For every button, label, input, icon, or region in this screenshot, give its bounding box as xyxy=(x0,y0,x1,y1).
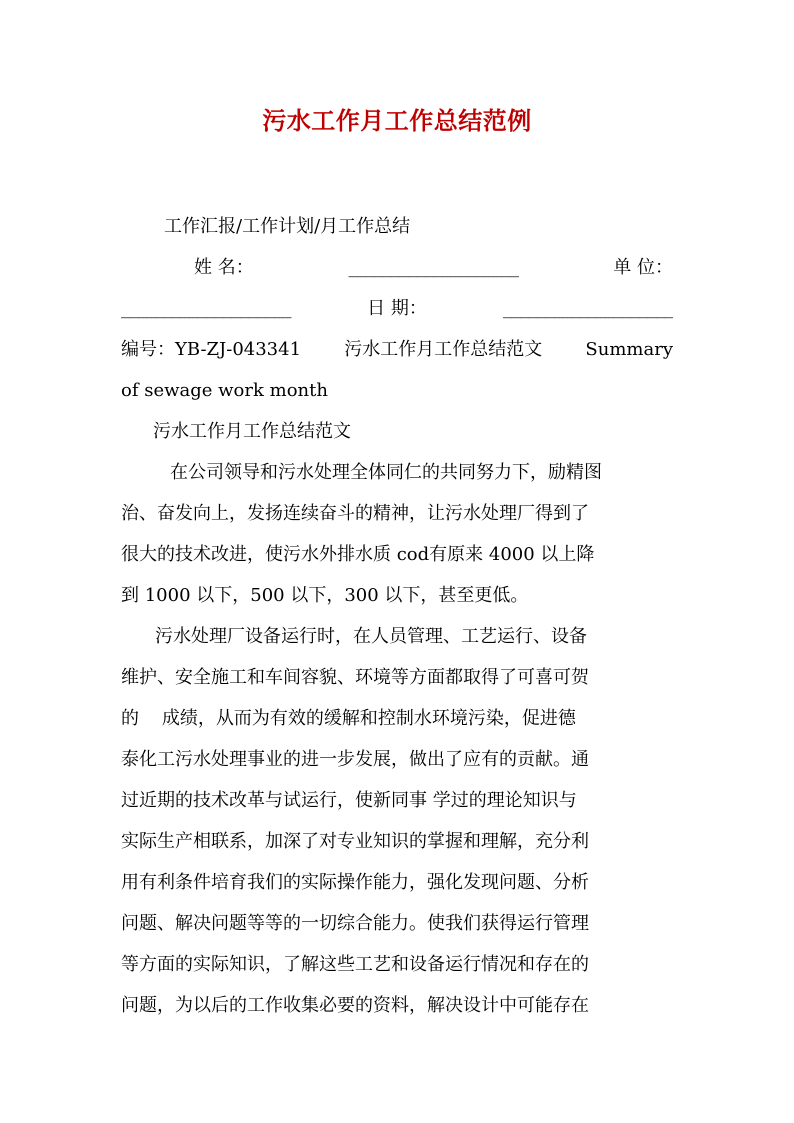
paragraph1-line: 很大的技术改进，使污水外排水质 cod有原来 4000 以上降 xyxy=(121,544,595,565)
paragraph2-line: 维护、安全施工和车间容貌、环境等方面都取得了可喜可贺 xyxy=(121,667,589,688)
unit-label: 单 位： xyxy=(613,257,673,278)
serial-doc-name: 污水工作月工作总结范文 xyxy=(344,339,543,360)
name-blank: ____________________ xyxy=(348,257,519,278)
date-label: 日 期： xyxy=(367,298,427,319)
name-label: 姓 名： xyxy=(194,257,254,278)
category-line: 工作汇报/工作计划/月工作总结 xyxy=(164,216,411,237)
serial-row xyxy=(121,329,673,370)
subtitle: 污水工作月工作总结范文 xyxy=(153,421,351,442)
paragraph2-line: 泰化工污水处理事业的进一步发展，做出了应有的贡献。通 xyxy=(121,749,589,770)
paragraph2-line: 等方面的实际知识，了解这些工艺和设备运行情况和存在的 xyxy=(121,954,589,975)
paragraph2-line: 问题、解决问题等等的一切综合能力。使我们获得运行管理 xyxy=(121,913,589,934)
paragraph1-line: 到 1000 以下，500 以下，300 以下，甚至更低。 xyxy=(121,585,529,606)
unit-blank: ____________________ xyxy=(121,298,291,319)
document-body xyxy=(121,206,673,1026)
serial-english-line: of sewage work month xyxy=(121,380,328,401)
unit-date-row xyxy=(121,288,673,329)
paragraph1-line: 在公司领导和污水处理全体同仁的共同努力下，励精图 xyxy=(170,462,602,483)
paragraph2-line: 实际生产相联系，加深了对专业知识的掌握和理解，充分利 xyxy=(121,831,589,852)
date-blank: ____________________ xyxy=(502,298,673,319)
serial-english-part1: Summary xyxy=(585,339,673,360)
paragraph1-line: 治、奋发向上，发扬连续奋斗的精神，让污水处理厂得到了 xyxy=(121,503,589,524)
document-title: 污水工作月工作总结范例 xyxy=(262,106,532,135)
serial-number: 编号：YB-ZJ-043341 xyxy=(121,339,302,360)
paragraph2-line: 污水处理厂设备运行时，在人员管理、工艺运行、设备 xyxy=(155,626,587,647)
paragraph2-line: 问题，为以后的工作收集必要的资料，解决设计中可能存在 xyxy=(121,995,589,1016)
paragraph2-line: 的 成绩，从而为有效的缓解和控制水环境污染，促进德 xyxy=(121,708,576,729)
paragraph2-line: 用有利条件培育我们的实际操作能力，强化发现问题、分析 xyxy=(121,872,589,893)
name-unit-row xyxy=(121,247,673,288)
paragraph2-line: 过近期的技术改革与试运行，使新同事 学过的理论知识与 xyxy=(121,790,577,811)
